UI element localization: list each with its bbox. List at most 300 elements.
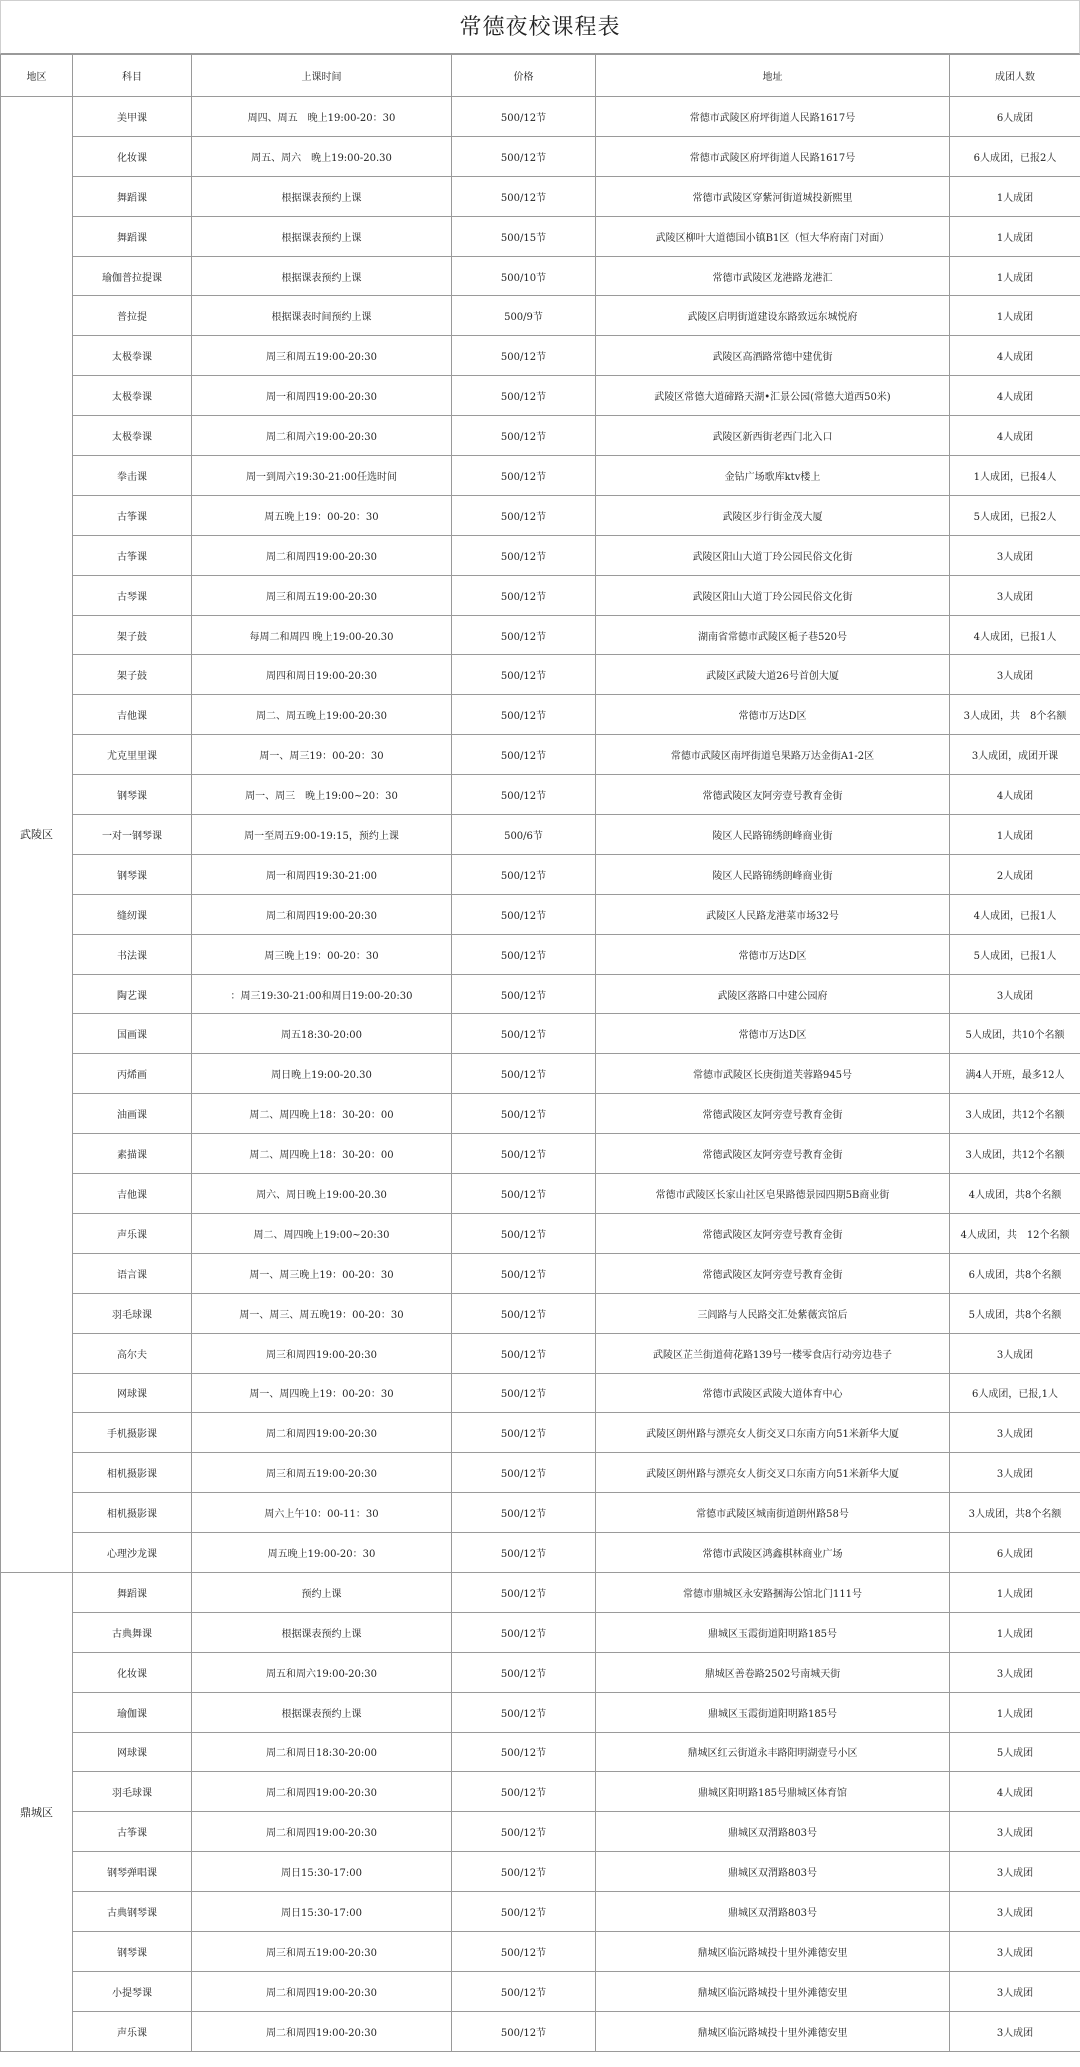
price-cell: 500/12节 [452,1931,596,1971]
group-size-cell: 1人成团 [950,1612,1080,1652]
price-cell: 500/12节 [452,934,596,974]
address-cell: 常德武陵区友阿旁壹号教育金街 [596,1134,950,1174]
group-size-cell: 3人成团，成团开课 [950,735,1080,775]
subject-cell: 语言课 [73,1253,192,1293]
group-size-cell: 4人成团 [950,775,1080,815]
group-size-cell: 3人成团 [950,575,1080,615]
table-row [1,1174,1080,1214]
price-cell: 500/12节 [452,854,596,894]
group-size-cell: 3人成团 [950,1413,1080,1453]
subject-cell: 吉他课 [73,695,192,735]
time-cell: 周一、周四晚上19：00-20：30 [192,1373,452,1413]
time-cell: 周二和周四19:00-20:30 [192,1413,452,1453]
group-size-cell: 满4人开班，最多12人 [950,1054,1080,1094]
price-cell: 500/12节 [452,695,596,735]
time-cell: 根据课表预约上课 [192,176,452,216]
price-cell: 500/12节 [452,2011,596,2051]
time-cell: 周三和周五19:00-20:30 [192,1453,452,1493]
price-cell: 500/6节 [452,815,596,855]
group-size-cell: 3人成团 [950,1453,1080,1493]
price-cell: 500/12节 [452,1572,596,1612]
table-row [1,655,1080,695]
table-row [1,1333,1080,1373]
time-cell: 周二、周四晚上19:00~20:30 [192,1213,452,1253]
time-cell: 周六上午10：00-11：30 [192,1493,452,1533]
time-cell: 周一和周四19:30-21:00 [192,854,452,894]
table-row [1,1772,1080,1812]
table-row [1,2011,1080,2051]
price-cell: 500/12节 [452,1094,596,1134]
group-size-cell: 6人成团 [950,97,1080,137]
group-size-cell: 5人成团，共10个名额 [950,1014,1080,1054]
table-row [1,1732,1080,1772]
table-row [1,336,1080,376]
subject-cell: 古筝课 [73,495,192,535]
table-row [1,1971,1080,2011]
page-title: 常德夜校课程表 [0,0,1080,54]
price-cell: 500/12节 [452,1692,596,1732]
address-cell: 三闾路与人民路交汇处紫薇宾馆后 [596,1293,950,1333]
price-cell: 500/12节 [452,97,596,137]
address-cell: 常德武陵区友阿旁壹号教育金街 [596,1253,950,1293]
header-time: 上课时间 [192,55,452,97]
table-row [1,495,1080,535]
subject-cell: 心理沙龙课 [73,1533,192,1573]
price-cell: 500/12节 [452,615,596,655]
address-cell: 常德市武陵区穿紫河街道城投新熙里 [596,176,950,216]
header-group-size: 成团人数 [950,55,1080,97]
time-cell: 周三和周四19:00-20:30 [192,1333,452,1373]
address-cell: 常德武陵区友阿旁壹号教育金街 [596,775,950,815]
region-cell: 鼎城区 [1,1572,73,2051]
time-cell: 周二和周四19:00-20:30 [192,535,452,575]
time-cell: 根据课表预约上课 [192,256,452,296]
subject-cell: 古琴课 [73,575,192,615]
table-row [1,1572,1080,1612]
subject-cell: 太极拳课 [73,376,192,416]
time-cell: 每周二和周四 晚上19:00-20.30 [192,615,452,655]
price-cell: 500/15节 [452,216,596,256]
address-cell: 金钻广场歌库ktv楼上 [596,456,950,496]
table-header-row [1,55,1080,97]
subject-cell: 油画课 [73,1094,192,1134]
table-row [1,1213,1080,1253]
table-row [1,974,1080,1014]
subject-cell: 钢琴课 [73,1931,192,1971]
table-body [1,97,1080,2052]
address-cell: 常德武陵区友阿旁壹号教育金街 [596,1213,950,1253]
address-cell: 常德市万达D区 [596,934,950,974]
price-cell: 500/9节 [452,296,596,336]
address-cell: 武陵区高酒路常德中建优街 [596,336,950,376]
address-cell: 湖南省常德市武陵区栀子巷520号 [596,615,950,655]
group-size-cell: 1人成团 [950,296,1080,336]
address-cell: 武陵区人民路龙港菜市场32号 [596,894,950,934]
price-cell: 500/12节 [452,416,596,456]
group-size-cell: 1人成团 [950,216,1080,256]
price-cell: 500/12节 [452,1253,596,1293]
region-cell: 武陵区 [1,97,73,1573]
header-price: 价格 [452,55,596,97]
address-cell: 武陵区柳叶大道德国小镇B1区（恒大华府南门对面） [596,216,950,256]
subject-cell: 钢琴课 [73,775,192,815]
time-cell: 周一、周三晚上19：00-20：30 [192,1253,452,1293]
time-cell: 周三和周五19:00-20:30 [192,336,452,376]
group-size-cell: 3人成团 [950,1852,1080,1892]
time-cell: 周五晚上19:00-20：30 [192,1533,452,1573]
group-size-cell: 4人成团，共8个名额 [950,1174,1080,1214]
price-cell: 500/12节 [452,1812,596,1852]
time-cell: 周四、周五 晚上19:00-20：30 [192,97,452,137]
time-cell: 周一、周三19：00-20：30 [192,735,452,775]
address-cell: 武陵区芷兰街道荷花路139号一楼零食店行动旁边巷子 [596,1333,950,1373]
group-size-cell: 6人成团，已报,1人 [950,1373,1080,1413]
group-size-cell: 3人成团 [950,655,1080,695]
table-row [1,216,1080,256]
group-size-cell: 5人成团，已报2人 [950,495,1080,535]
time-cell: 周三和周五19:00-20:30 [192,1931,452,1971]
group-size-cell: 3人成团 [950,535,1080,575]
time-cell: 周五和周六19:00-20:30 [192,1652,452,1692]
subject-cell: 高尔夫 [73,1333,192,1373]
group-size-cell: 3人成团 [950,2011,1080,2051]
price-cell: 500/12节 [452,974,596,1014]
address-cell: 常德市武陵区武陵大道体育中心 [596,1373,950,1413]
price-cell: 500/12节 [452,535,596,575]
subject-cell: 舞蹈课 [73,1572,192,1612]
subject-cell: 吉他课 [73,1174,192,1214]
address-cell: 鼎城区临沅路城投十里外滩德安里 [596,1971,950,2011]
group-size-cell: 1人成团 [950,176,1080,216]
subject-cell: 尤克里里课 [73,735,192,775]
address-cell: 武陵区落路口中建公园府 [596,974,950,1014]
subject-cell: 陶艺课 [73,974,192,1014]
table-row [1,1014,1080,1054]
subject-cell: 国画课 [73,1014,192,1054]
subject-cell: 网球课 [73,1373,192,1413]
subject-cell: 钢琴课 [73,854,192,894]
group-size-cell: 6人成团 [950,1533,1080,1573]
table-row [1,1094,1080,1134]
address-cell: 鼎城区双渭路803号 [596,1892,950,1932]
price-cell: 500/12节 [452,136,596,176]
group-size-cell: 1人成团 [950,815,1080,855]
table-row [1,1493,1080,1533]
group-size-cell: 1人成团，已报4人 [950,456,1080,496]
price-cell: 500/12节 [452,1014,596,1054]
price-cell: 500/12节 [452,735,596,775]
address-cell: 鼎城区双渭路803号 [596,1812,950,1852]
price-cell: 500/10节 [452,256,596,296]
price-cell: 500/12节 [452,1054,596,1094]
group-size-cell: 5人成团 [950,1732,1080,1772]
address-cell: 鼎城区阳明路185号鼎城区体育馆 [596,1772,950,1812]
address-cell: 常德市万达D区 [596,695,950,735]
table-row [1,1812,1080,1852]
time-cell: 周二和周四19:00-20:30 [192,1812,452,1852]
subject-cell: 相机摄影课 [73,1493,192,1533]
time-cell: 周二和周四19:00-20:30 [192,2011,452,2051]
address-cell: 鼎城区红云街道永丰路阳明湖壹号小区 [596,1732,950,1772]
time-cell: 周日15:30-17:00 [192,1852,452,1892]
address-cell: 鼎城区临沅路城投十里外滩德安里 [596,1931,950,1971]
subject-cell: 瑜伽课 [73,1692,192,1732]
price-cell: 500/12节 [452,1852,596,1892]
time-cell: 周日晚上19:00-20.30 [192,1054,452,1094]
group-size-cell: 3人成团，共8个名额 [950,1493,1080,1533]
group-size-cell: 4人成团，已报1人 [950,894,1080,934]
price-cell: 500/12节 [452,1612,596,1652]
time-cell: 周二和周四19:00-20:30 [192,1772,452,1812]
table-row [1,1612,1080,1652]
address-cell: 鼎城区双渭路803号 [596,1852,950,1892]
table-row [1,1293,1080,1333]
table-row [1,1692,1080,1732]
address-cell: 常德市武陵区龙港路龙港汇 [596,256,950,296]
subject-cell: 一对一钢琴课 [73,815,192,855]
time-cell: 预约上课 [192,1572,452,1612]
subject-cell: 羽毛球课 [73,1772,192,1812]
time-cell: 周五、周六 晚上19:00-20.30 [192,136,452,176]
address-cell: 武陵区阳山大道丁玲公园民俗文化街 [596,575,950,615]
address-cell: 陵区人民路锦绣朗峰商业街 [596,854,950,894]
subject-cell: 拳击课 [73,456,192,496]
table-row [1,176,1080,216]
price-cell: 500/12节 [452,1533,596,1573]
table-row [1,575,1080,615]
group-size-cell: 4人成团 [950,336,1080,376]
address-cell: 常德市武陵区南坪街道皂果路万达金街A1-2区 [596,735,950,775]
group-size-cell: 3人成团 [950,1971,1080,2011]
price-cell: 500/12节 [452,1892,596,1932]
price-cell: 500/12节 [452,655,596,695]
table-row [1,1253,1080,1293]
table-row [1,1892,1080,1932]
address-cell: 武陵区常德大道碲路天湖•汇景公园(常德大道西50米) [596,376,950,416]
time-cell: 周一、周三 晚上19:00~20：30 [192,775,452,815]
group-size-cell: 3人成团，共 8个名额 [950,695,1080,735]
price-cell: 500/12节 [452,775,596,815]
price-cell: 500/12节 [452,1293,596,1333]
group-size-cell: 4人成团，已报1人 [950,615,1080,655]
address-cell: 常德武陵区友阿旁壹号教育金街 [596,1094,950,1134]
table-row [1,1373,1080,1413]
time-cell: 周一到周六19:30-21:00任选时间 [192,456,452,496]
subject-cell: 素描课 [73,1134,192,1174]
table-row [1,535,1080,575]
time-cell: 周六、周日晚上19:00-20.30 [192,1174,452,1214]
subject-cell: 太极拳课 [73,336,192,376]
price-cell: 500/12节 [452,336,596,376]
price-cell: 500/12节 [452,1493,596,1533]
subject-cell: 钢琴弹唱课 [73,1852,192,1892]
price-cell: 500/12节 [452,495,596,535]
time-cell: 根据课表时间预约上课 [192,296,452,336]
time-cell: 周三晚上19：00-20：30 [192,934,452,974]
subject-cell: 丙烯画 [73,1054,192,1094]
time-cell: 周日15:30-17:00 [192,1892,452,1932]
subject-cell: 舞蹈课 [73,176,192,216]
address-cell: 鼎城区玉霞街道阳明路185号 [596,1692,950,1732]
price-cell: 500/12节 [452,575,596,615]
table-row [1,136,1080,176]
subject-cell: 普拉提 [73,296,192,336]
subject-cell: 美甲课 [73,97,192,137]
table-row [1,815,1080,855]
price-cell: 500/12节 [452,1373,596,1413]
table-row [1,1852,1080,1892]
address-cell: 常德市武陵区府坪街道人民路1617号 [596,97,950,137]
address-cell: 鼎城区善卷路2502号南城天街 [596,1652,950,1692]
subject-cell: 羽毛球课 [73,1293,192,1333]
table-row [1,1134,1080,1174]
address-cell: 鼎城区临沅路城投十里外滩德安里 [596,2011,950,2051]
time-cell: 根据课表预约上课 [192,216,452,256]
time-cell: 周一和周四19:00-20:30 [192,376,452,416]
address-cell: 武陵区朗州路与漂亮女人街交叉口东南方向51米新华大厦 [596,1413,950,1453]
address-cell: 常德市鼎城区永安路捆海公馆北门111号 [596,1572,950,1612]
group-size-cell: 1人成团 [950,1692,1080,1732]
time-cell: 周三和周五19:00-20:30 [192,575,452,615]
address-cell: 武陵区武陵大道26号首创大厦 [596,655,950,695]
group-size-cell: 4人成团 [950,1772,1080,1812]
subject-cell: 古筝课 [73,535,192,575]
group-size-cell: 1人成团 [950,256,1080,296]
address-cell: 武陵区朗州路与漂亮女人街交叉口东南方向51米新华大厦 [596,1453,950,1493]
table-row [1,934,1080,974]
table-row [1,376,1080,416]
table-row [1,1931,1080,1971]
table-row [1,296,1080,336]
price-cell: 500/12节 [452,1652,596,1692]
time-cell: 周二、周四晚上18：30-20：00 [192,1134,452,1174]
header-address: 地址 [596,55,950,97]
address-cell: 陵区人民路锦绣朗峰商业街 [596,815,950,855]
group-size-cell: 3人成团，共12个名额 [950,1094,1080,1134]
table-row [1,615,1080,655]
price-cell: 500/12节 [452,1134,596,1174]
table-row [1,1054,1080,1094]
time-cell: 周五晚上19：00-20：30 [192,495,452,535]
subject-cell: 手机摄影课 [73,1413,192,1453]
time-cell: 根据课表预约上课 [192,1612,452,1652]
price-cell: 500/12节 [452,1213,596,1253]
address-cell: 常德市万达D区 [596,1014,950,1054]
time-cell: 周二和周六19:00-20:30 [192,416,452,456]
subject-cell: 架子鼓 [73,615,192,655]
group-size-cell: 6人成团，共8个名额 [950,1253,1080,1293]
group-size-cell: 6人成团，已报2人 [950,136,1080,176]
group-size-cell: 3人成团 [950,1892,1080,1932]
table-row [1,1453,1080,1493]
time-cell: 根据课表预约上课 [192,1692,452,1732]
time-cell: 周二、周五晚上19:00-20:30 [192,695,452,735]
price-cell: 500/12节 [452,376,596,416]
subject-cell: 架子鼓 [73,655,192,695]
price-cell: 500/12节 [452,1174,596,1214]
time-cell: 周二、周四晚上18：30-20：00 [192,1094,452,1134]
address-cell: 常德市武陵区府坪街道人民路1617号 [596,136,950,176]
table-row [1,1413,1080,1453]
subject-cell: 缝纫课 [73,894,192,934]
group-size-cell: 3人成团 [950,1931,1080,1971]
table-row [1,894,1080,934]
subject-cell: 书法课 [73,934,192,974]
table-row [1,456,1080,496]
group-size-cell: 4人成团 [950,376,1080,416]
group-size-cell: 4人成团，共 12个名额 [950,1213,1080,1253]
group-size-cell: 3人成团 [950,974,1080,1014]
price-cell: 500/12节 [452,176,596,216]
price-cell: 500/12节 [452,1732,596,1772]
address-cell: 常德市武陵区长家山社区皂果路德景园四期5B商业街 [596,1174,950,1214]
price-cell: 500/12节 [452,1772,596,1812]
price-cell: 500/12节 [452,456,596,496]
subject-cell: 化妆课 [73,1652,192,1692]
header-region: 地区 [1,55,73,97]
subject-cell: 古典钢琴课 [73,1892,192,1932]
group-size-cell: 5人成团，共8个名额 [950,1293,1080,1333]
header-subject: 科目 [73,55,192,97]
address-cell: 武陵区启明街道建设东路致远东城悦府 [596,296,950,336]
course-table [0,54,1080,2052]
subject-cell: 化妆课 [73,136,192,176]
time-cell: 周五18:30-20:00 [192,1014,452,1054]
subject-cell: 相机摄影课 [73,1453,192,1493]
address-cell: 武陵区阳山大道丁玲公园民俗文化街 [596,535,950,575]
subject-cell: 太极拳课 [73,416,192,456]
table-row [1,735,1080,775]
time-cell: ：周三19:30-21:00和周日19:00-20:30 [192,974,452,1014]
subject-cell: 古筝课 [73,1812,192,1852]
subject-cell: 声乐课 [73,1213,192,1253]
table-row [1,775,1080,815]
table-row [1,1533,1080,1573]
table-row [1,695,1080,735]
address-cell: 鼎城区玉霞街道阳明路185号 [596,1612,950,1652]
subject-cell: 小提琴课 [73,1971,192,2011]
subject-cell: 古典舞课 [73,1612,192,1652]
subject-cell: 声乐课 [73,2011,192,2051]
price-cell: 500/12节 [452,1971,596,2011]
time-cell: 周一至周五9:00-19:15，预约上课 [192,815,452,855]
group-size-cell: 2人成团 [950,854,1080,894]
group-size-cell: 3人成团 [950,1333,1080,1373]
subject-cell: 网球课 [73,1732,192,1772]
time-cell: 周四和周日19:00-20:30 [192,655,452,695]
address-cell: 常德市武陵区鸿鑫棋林商业广场 [596,1533,950,1573]
price-cell: 500/12节 [452,894,596,934]
address-cell: 武陵区步行街金茂大厦 [596,495,950,535]
address-cell: 常德市武陵区长庚街道芙蓉路945号 [596,1054,950,1094]
time-cell: 周一、周三、周五晚19：00-20：30 [192,1293,452,1333]
table-row [1,1652,1080,1692]
time-cell: 周二和周日18:30-20:00 [192,1732,452,1772]
group-size-cell: 3人成团 [950,1652,1080,1692]
time-cell: 周二和周四19:00-20:30 [192,1971,452,2011]
table-row [1,854,1080,894]
group-size-cell: 4人成团 [950,416,1080,456]
table-row [1,416,1080,456]
group-size-cell: 3人成团 [950,1812,1080,1852]
subject-cell: 瑜伽普拉提课 [73,256,192,296]
group-size-cell: 1人成团 [950,1572,1080,1612]
group-size-cell: 3人成团，共12个名额 [950,1134,1080,1174]
price-cell: 500/12节 [452,1413,596,1453]
table-row [1,256,1080,296]
price-cell: 500/12节 [452,1333,596,1373]
address-cell: 武陵区新西街老西门北入口 [596,416,950,456]
